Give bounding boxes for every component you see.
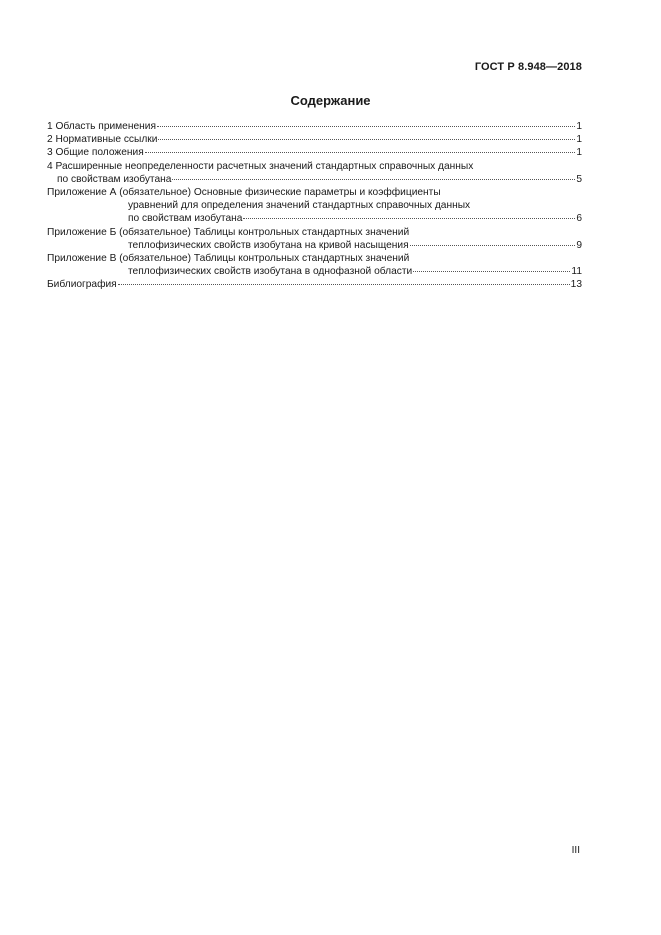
toc-entry-text: по свойствам изобутана: [57, 173, 172, 185]
toc-entry-text: теплофизических свойств изобутана на кривой насыщения: [128, 239, 409, 251]
toc-entry-text: 2 Нормативные ссылки: [47, 134, 158, 146]
toc-entry-appendix-a[interactable]: [47, 186, 582, 226]
toc-entry-page: 1: [576, 147, 582, 159]
toc-entry-appendix-b[interactable]: [47, 226, 582, 252]
toc-entry-text: по свойствам изобутана: [128, 213, 243, 225]
toc-entry-text: Библиография: [47, 279, 117, 291]
leader-dots: [158, 139, 575, 140]
toc-entry-text: уравнений для определения значений стандартных справочных данных: [128, 200, 471, 212]
page-number: III: [571, 845, 580, 856]
toc-entry-page: 9: [576, 239, 582, 251]
toc-entry-uncertainties[interactable]: [47, 160, 582, 186]
toc-entry-text: 4 Расширенные неопределенности расчетных значений стандартных справочных данных: [47, 160, 474, 172]
toc-entry-appendix-v[interactable]: [47, 252, 582, 278]
leader-dots: [410, 245, 576, 246]
toc-entry-scope[interactable]: [47, 120, 582, 133]
toc-entry-bibliography[interactable]: [47, 278, 582, 291]
toc-entry-text: Приложение В (обязательное) Таблицы контрольных стандартных значений: [47, 253, 410, 265]
leader-dots: [118, 284, 570, 285]
leader-dots: [172, 179, 575, 180]
toc-entry-page: 1: [576, 134, 582, 146]
toc-entry-text: 3 Общие положения: [47, 147, 144, 159]
toc-entry-page: 13: [570, 279, 582, 291]
toc-entry-page: 11: [571, 266, 582, 278]
toc-title: Содержание: [290, 93, 371, 108]
toc-entry-general[interactable]: [47, 146, 582, 159]
toc-entry-page: 1: [576, 121, 582, 132]
leader-dots: [157, 126, 575, 127]
toc-entry-page: 5: [576, 173, 582, 185]
toc-entry-normative-references[interactable]: [47, 133, 582, 146]
leader-dots: [413, 271, 570, 272]
toc-entry-text: теплофизических свойств изобутана в однофазной области: [128, 266, 413, 278]
leader-dots: [243, 218, 575, 219]
toc-entry-text: Приложение А (обязательное) Основные физические параметры и коэффициенты: [47, 187, 441, 199]
table-of-contents: [47, 120, 582, 292]
document-code: ГОСТ Р 8.948—2018: [474, 61, 582, 73]
toc-entry-page: 6: [576, 213, 582, 225]
toc-entry-text: Приложение Б (обязательное) Таблицы контрольных стандартных значений: [47, 226, 410, 238]
toc-entry-text: 1 Область применения: [47, 121, 156, 132]
leader-dots: [145, 152, 576, 153]
